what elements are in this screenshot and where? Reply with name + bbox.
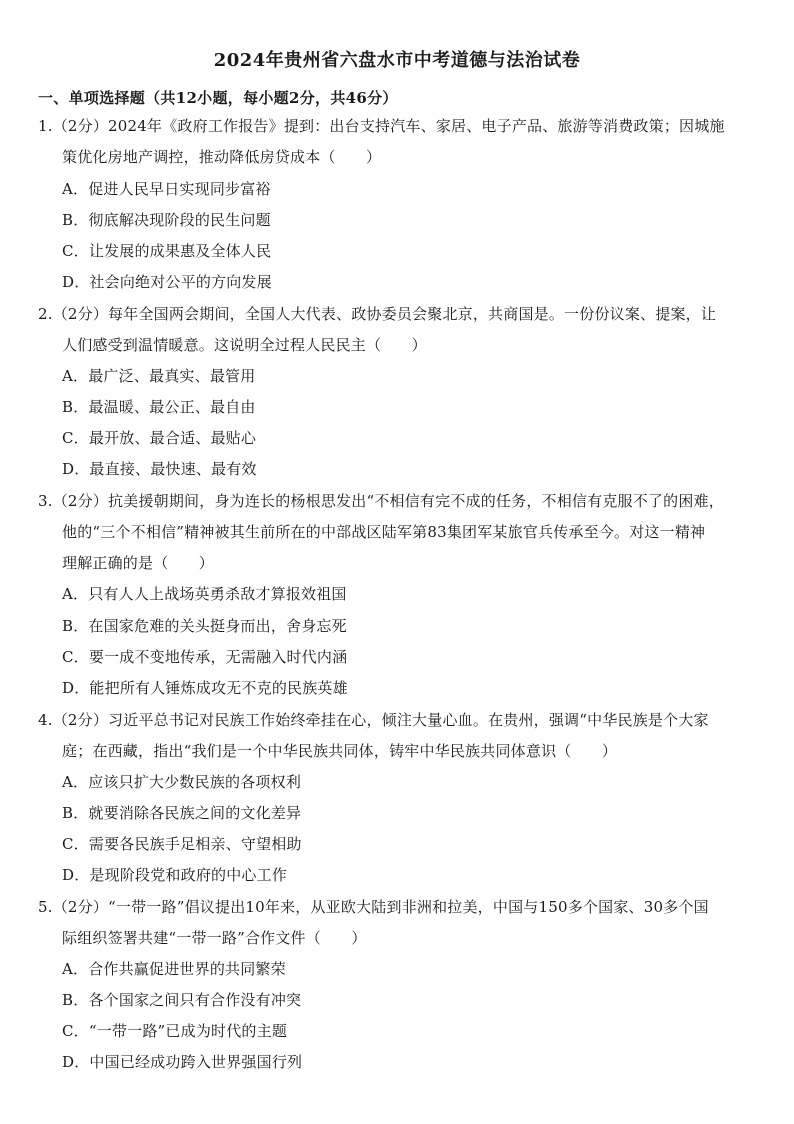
question-3-option-b[interactable]: B．在国家危难的关头挺身而出，舍身忘死 [62,617,347,635]
question-2-option-c[interactable]: C．最开放、最合适、最贴心 [62,429,257,447]
question-2-option-a[interactable]: A．最广泛、最真实、最管用 [62,367,256,385]
question-4-option-d[interactable]: D．是现阶段党和政府的中心工作 [62,866,288,884]
question-2-option-d[interactable]: D．最直接、最快速、最有效 [62,460,257,478]
question-1-line-1: 1.（2分）2024年《政府工作报告》提到：出台支持汽车、家居、电子产品、旅游等消费政策；因城施 [38,117,725,135]
question-3-option-a[interactable]: A．只有人人上战场英勇杀敌才算报效祖国 [62,585,347,603]
question-4-option-b[interactable]: B．就要消除各民族之间的文化差异 [62,804,302,822]
exam-title: 2024年贵州省六盘水市中考道德与法治试卷 [213,50,581,71]
question-1-option-a[interactable]: A．促进人民早日实现同步富裕 [62,180,271,198]
question-3-line-3: 理解正确的是（ ） [62,554,215,572]
section-heading: 一、单项选择题（共12小题，每小题2分，共46分） [38,89,398,107]
question-4-option-c[interactable]: C．需要各民族手足相亲、守望相助 [62,835,302,853]
question-5-option-b[interactable]: B．各个国家之间只有合作没有冲突 [62,991,302,1009]
question-1-option-d[interactable]: D．社会向绝对公平的方向发展 [62,273,272,291]
question-5-option-a[interactable]: A．合作共赢促进世界的共同繁荣 [62,960,286,978]
question-5-option-d[interactable]: D．中国已经成功跨入世界强国行列 [62,1053,303,1071]
question-2-option-b[interactable]: B．最温暖、最公正、最自由 [62,398,256,416]
question-1-line-2: 策优化房地产调控，推动降低房贷成本（ ） [62,148,382,166]
question-3-line-1: 3.（2分）抗美援朝期间，身为连长的杨根思发出“不相信有完不成的任务，不相信有克服不了的困难， [38,492,724,510]
question-4-line-1: 4.（2分）习近平总书记对民族工作始终牵挂在心，倾注大量心血。在贵州，强调“中华民族是个大家 [38,711,709,729]
question-3-option-d[interactable]: D．能把所有人锤炼成攻无不克的民族英雄 [62,679,348,697]
question-3-option-c[interactable]: C．要一成不变地传承，无需融入时代内涵 [62,648,348,666]
question-4-option-a[interactable]: A．应该只扩大少数民族的各项权利 [62,773,302,791]
question-1-option-c[interactable]: C．让发展的成果惠及全体人民 [62,242,272,260]
question-5-option-c[interactable]: C．“一带一路”已成为时代的主题 [62,1022,288,1040]
question-4-line-2: 庭；在西藏，指出“我们是一个中华民族共同体，铸牢中华民族共同体意识（ ） [62,742,618,760]
question-5-line-1: 5.（2分）“一带一路”倡议提出10年来，从亚欧大陆到非洲和拉美，中国与150多个国家、30多个国 [38,898,709,916]
question-2-line-1: 2.（2分）每年全国两会期间，全国人大代表、政协委员会聚北京，共商国是。一份份议案、提案，让 [38,305,717,323]
question-3-line-2: 他的“三个不相信”精神被其生前所在的中部战区陆军第83集团军某旅官兵传承至今。对这一精神 [62,523,706,541]
question-1-option-b[interactable]: B．彻底解决现阶段的民生问题 [62,211,271,229]
question-2-line-2: 人们感受到温情暖意。这说明全过程人民民主（ ） [62,336,427,354]
question-5-line-2: 际组织签署共建“一带一路”合作文件（ ） [62,929,367,947]
